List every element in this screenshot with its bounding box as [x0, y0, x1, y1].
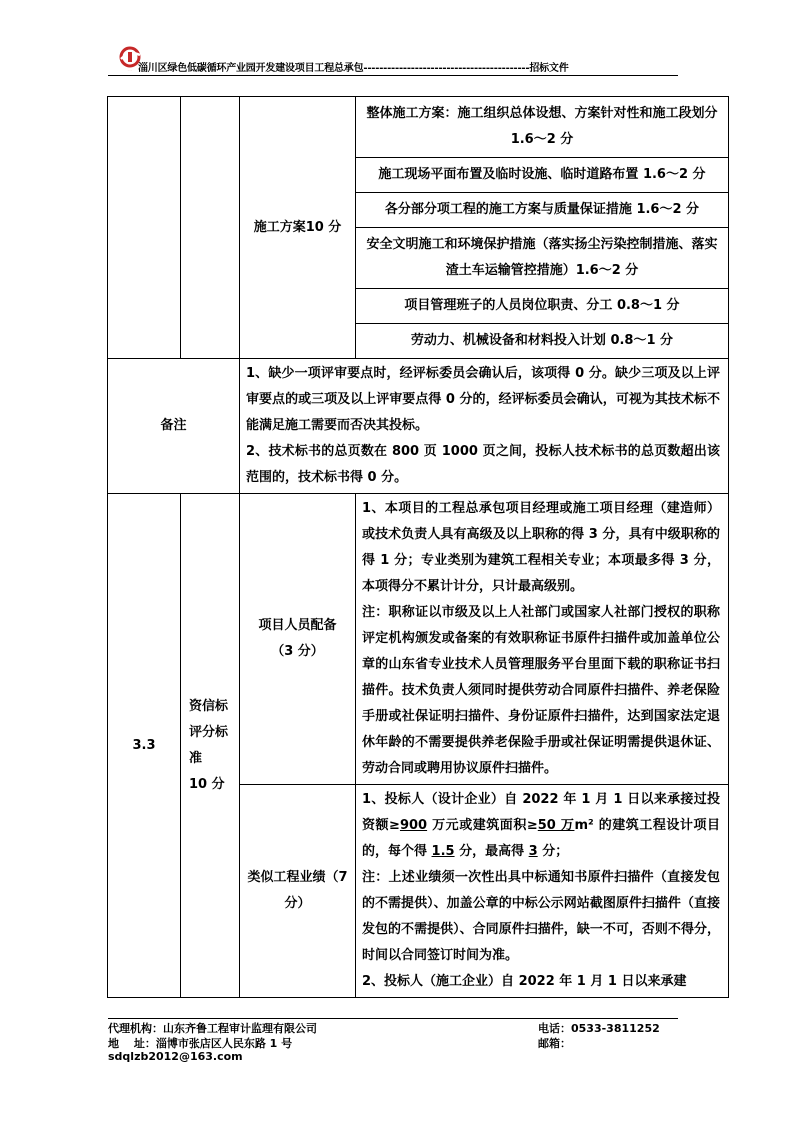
personnel-content — [356, 494, 729, 785]
footer-phone: 电话：0533-3811252 — [538, 1022, 660, 1035]
construction-plan-item: 整体施工方案：施工组织总体设想、方案针对性和施工段划分 1.6～2 分 — [356, 97, 729, 158]
section-category: 资信标评分标准 10 分 — [181, 494, 240, 998]
similar-text-1: 1、投标人（设计企业）自 2022 年 1 月 1 日以来承接过投资额≥900 万元或建筑面积≥50 万m² 的建筑工程设计项目的，每个得 1.5 分，最高得 3 分； — [362, 792, 720, 859]
construction-plan-item: 项目管理班子的人员岗位职责、分工 0.8～1 分 — [356, 289, 729, 324]
table-row — [108, 494, 729, 785]
similar-text-3: 2、投标人（施工企业）自 2022 年 1 月 1 日以来承建 — [362, 974, 687, 989]
construction-plan-label: 施工方案10 分 — [240, 97, 356, 359]
personnel-label-line2: （3 分） — [271, 644, 324, 659]
section-number: 3.3 — [108, 494, 181, 998]
footer-email: sdqlzb2012@163.com — [108, 1050, 243, 1063]
remarks-text-1: 1、缺少一项评审要点时，经评标委员会确认后，该项得 0 分。缺少三项及以上评审要点的或三项及以上评审要点得 0 分的，经评标委员会确认，可视为其技术标不能满足施工需要而否决其投标。 — [246, 366, 720, 433]
blank-cell — [108, 97, 181, 359]
header-divider — [108, 75, 678, 76]
footer-divider — [108, 1018, 678, 1019]
personnel-label-line1: 项目人员配备 — [258, 618, 337, 633]
footer-agency: 代理机构：山东齐鲁工程审计监理有限公司 — [108, 1022, 317, 1035]
svg-text:· · ·: · · · — [127, 68, 133, 72]
header-title: 淄川区绿色低碳循环产业园开发建设项目工程总承包------------------------------------------招标文件 — [138, 63, 569, 74]
footer-address: 地 址：淄博市张店区人民东路 1 号 — [108, 1037, 293, 1050]
table-row — [108, 97, 729, 158]
construction-plan-item: 劳动力、机械设备和材料投入计划 0.8～1 分 — [356, 324, 729, 359]
similar-text-2: 注：上述业绩须一次性出具中标通知书原件扫描件（直接发包的不需提供）、加盖公章的中标公示网站截图原件扫描件（直接发包的不需提供）、合同原件扫描件，缺一不可，否则不得分，时间以合同签订时间为准。 — [362, 870, 720, 963]
footer-postcode: 邮箱： — [538, 1037, 571, 1050]
remarks-text-2: 2、技术标书的总页数在 800 页 1000 页之间，投标人技术标书的总页数超出该范围的，技术标书得 0 分。 — [246, 444, 720, 485]
personnel-text-1: 1、本项目的工程总承包项目经理或施工项目经理（建造师）或技术负责人具有高级及以上职称的得 3 分，具有中级职称的得 1 分；专业类别为建筑工程相关专业；本项最多得 3 分，本项得分不累计计分，只计最高级别。 — [362, 501, 720, 594]
construction-plan-item: 安全文明施工和环境保护措施（落实扬尘污染控制措施、落实渣土车运输管控措施）1.6～2 分 — [356, 228, 729, 289]
personnel-label — [240, 494, 356, 785]
blank-cell — [181, 97, 240, 359]
personnel-text-2: 注：职称证以市级及以上人社部门或国家人社部门授权的职称评定机构颁发或备案的有效职称证书原件扫描件或加盖单位公章的山东省专业技术人员管理服务平台里面下载的职称证书扫描件。技术负责人须同时提供劳动合同原件扫描件、养老保险手册或社保证明扫描件、身份证原件扫描件，达到国家法定退休年龄的不需要提供养老保险手册或社保证明需提供退休证、劳动合同或聘用协议原件扫描件。 — [362, 605, 720, 776]
construction-plan-item: 各分部分项工程的施工方案与质量保证措施 1.6～2 分 — [356, 193, 729, 228]
similar-label — [240, 785, 356, 998]
similar-content — [356, 785, 729, 998]
remarks-content — [240, 359, 729, 494]
similar-label-line2: 分） — [284, 896, 311, 911]
scoring-table — [107, 96, 729, 998]
remarks-label: 备注 — [108, 359, 240, 494]
similar-label-line1: 类似工程业绩（7 — [247, 870, 348, 885]
page-header — [108, 46, 678, 76]
construction-plan-item: 施工现场平面布置及临时设施、临时道路布置 1.6～2 分 — [356, 158, 729, 193]
table-row — [108, 359, 729, 494]
